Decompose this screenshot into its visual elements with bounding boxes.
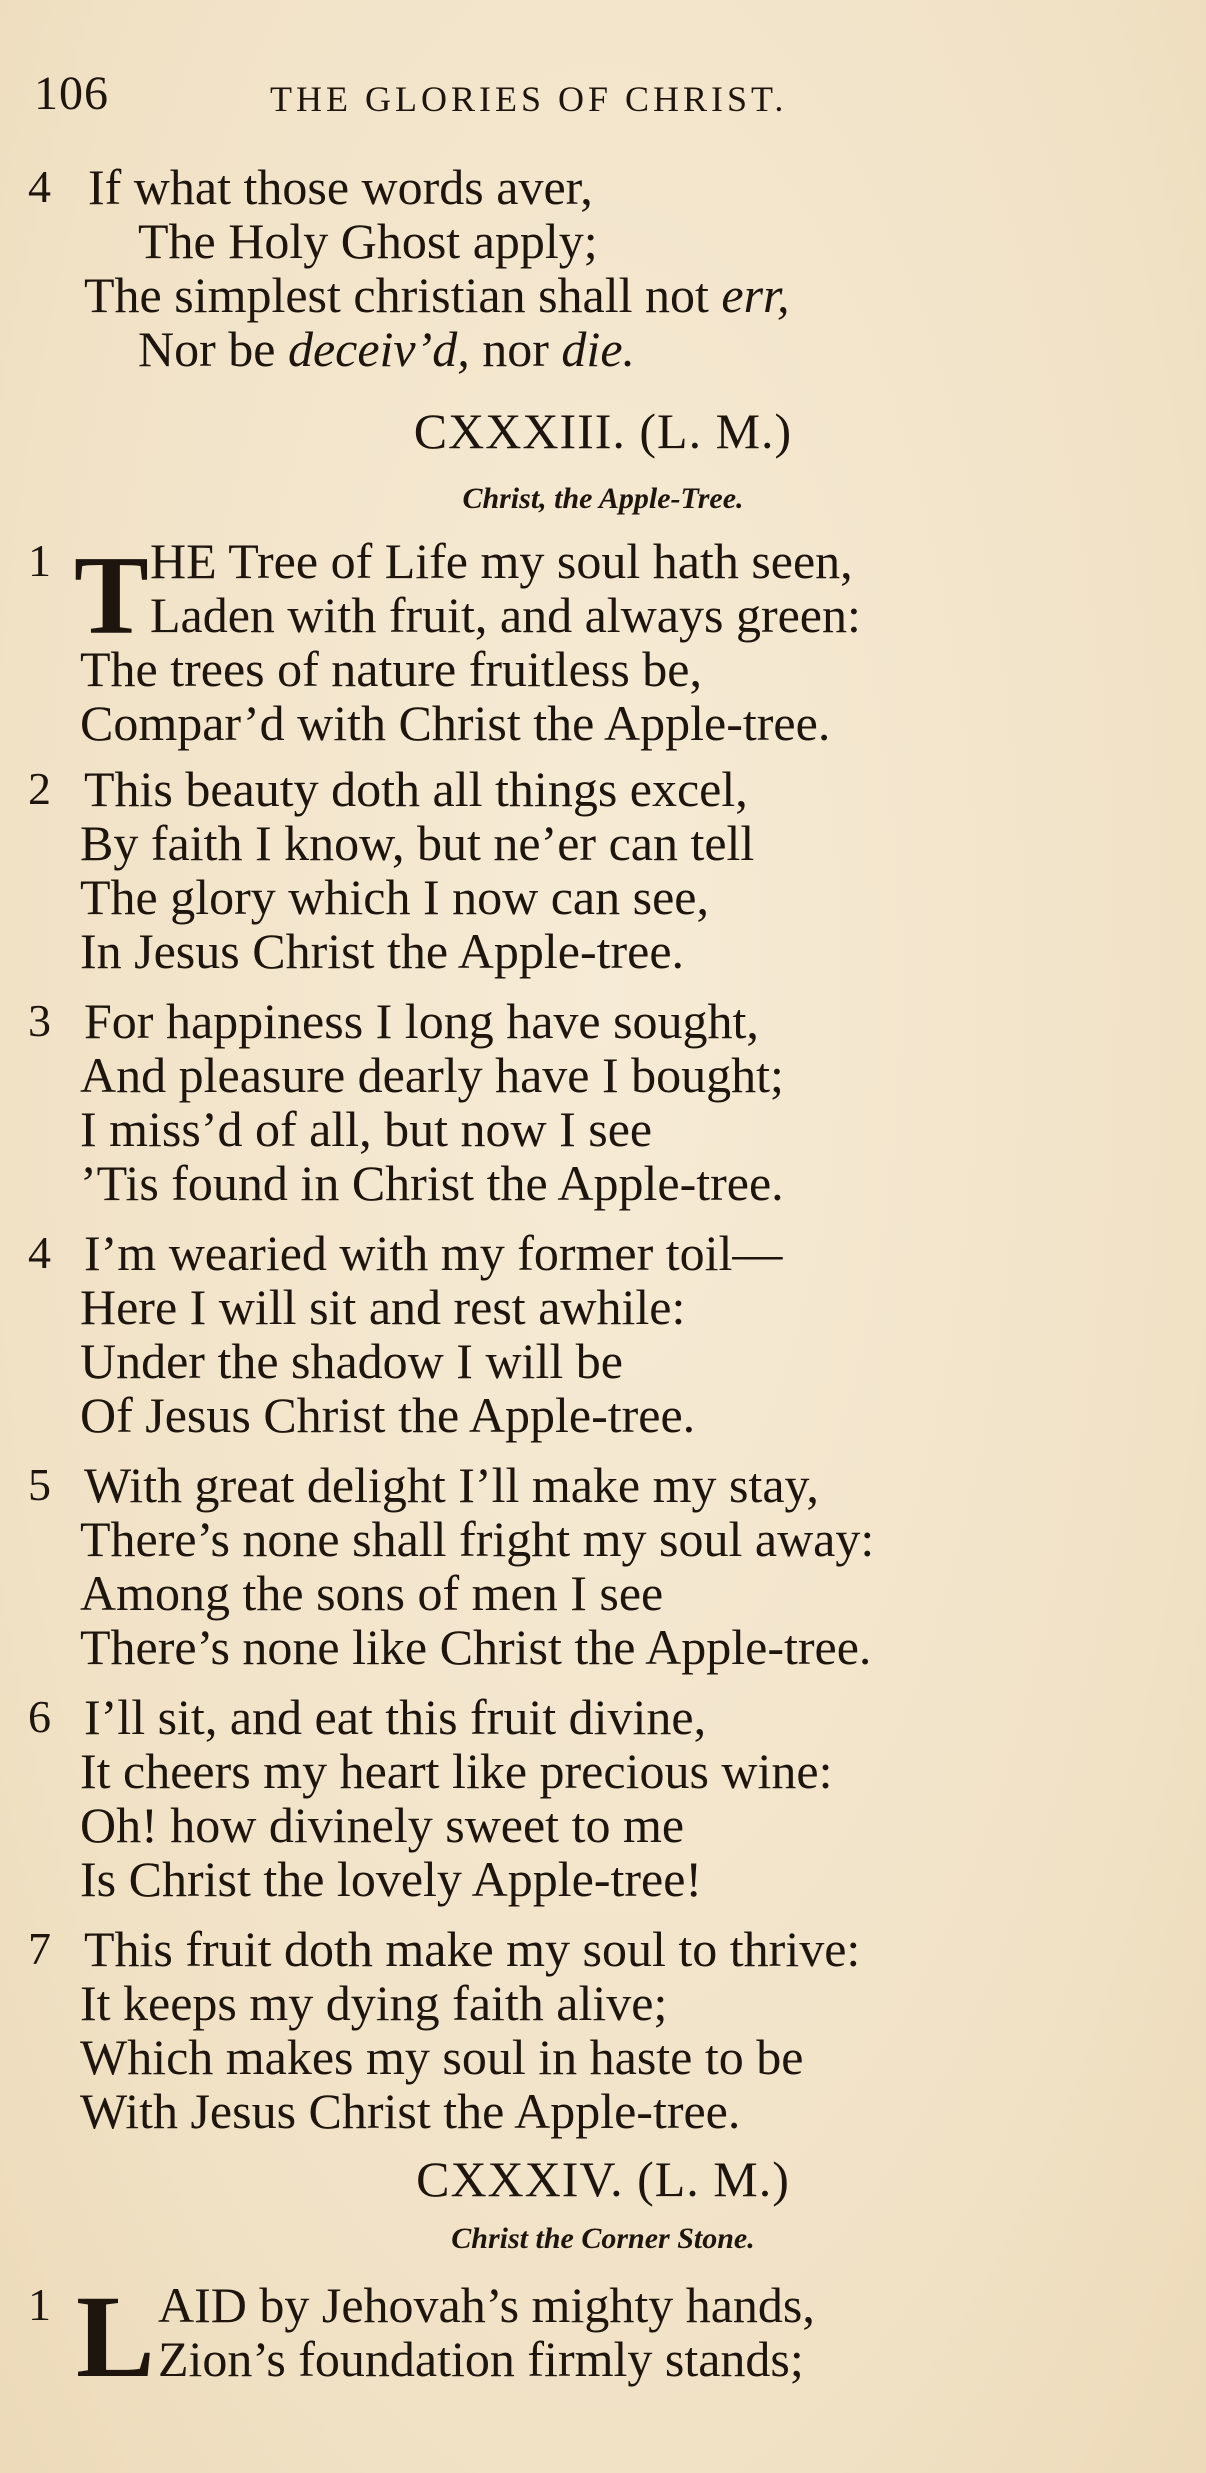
hymn-title: CXXXIII. (L. M.) <box>413 403 793 459</box>
stanza-number: 4 <box>28 161 51 212</box>
verse-line: Is Christ the lovely Apple-tree! <box>80 1851 703 1907</box>
drop-cap: L <box>76 2271 155 2402</box>
verse-line: If what those words aver, <box>88 159 593 215</box>
verse-line: ’Tis found in Christ the Apple-tree. <box>80 1155 784 1211</box>
verse-line: The Holy Ghost apply; <box>138 213 598 269</box>
verse-line: I miss’d of all, but now I see <box>80 1101 653 1157</box>
verse-line: Compar’d with Christ the Apple-tree. <box>80 695 831 751</box>
hymn-subtitle: Christ, the Apple-Tree. <box>462 482 744 515</box>
page-number: 106 <box>34 67 109 120</box>
verse-line: By faith I know, but ne’er can tell <box>80 815 755 871</box>
verse-line: The simplest christian shall not err, <box>84 267 790 323</box>
stanza-number: 2 <box>28 763 51 814</box>
verse-line: There’s none like Christ the Apple-tree. <box>80 1619 872 1675</box>
drop-cap: T <box>74 534 149 658</box>
verse-line: Zion’s foundation firmly stands; <box>158 2331 804 2387</box>
verse-line: With Jesus Christ the Apple-tree. <box>80 2083 741 2139</box>
hymn-title: CXXXIV. (L. M.) <box>416 2151 790 2207</box>
verse-line: Among the sons of men I see <box>80 1565 664 1621</box>
hymn-subtitle: Christ the Corner Stone. <box>451 2222 755 2255</box>
stanza-number: 4 <box>28 1227 51 1278</box>
page-header <box>0 66 1206 136</box>
verse-line: It cheers my heart like precious wine: <box>80 1743 833 1799</box>
verse-line: It keeps my dying faith alive; <box>80 1975 668 2031</box>
verse-line: For happiness I long have sought, <box>84 993 759 1049</box>
verse-line: In Jesus Christ the Apple-tree. <box>80 923 685 979</box>
verse-line: Under the shadow I will be <box>80 1333 623 1389</box>
stanza-number: 6 <box>28 1691 51 1742</box>
stanza-number: 1 <box>28 2279 51 2330</box>
verse-line: The trees of nature fruitless be, <box>80 641 702 697</box>
verse-line: I’ll sit, and eat this fruit divine, <box>84 1689 707 1745</box>
verse-line: I’m wearied with my former toil— <box>84 1225 783 1281</box>
verse-line: Of Jesus Christ the Apple-tree. <box>80 1387 696 1443</box>
verse-line: This beauty doth all things excel, <box>84 761 748 817</box>
verse-line: HE Tree of Life my soul hath seen, <box>150 533 853 589</box>
verse-line: With great delight I’ll make my stay, <box>84 1457 819 1513</box>
verse-line: And pleasure dearly have I bought; <box>80 1047 784 1103</box>
verse-line: Here I will sit and rest awhile: <box>80 1279 686 1335</box>
verse-line: This fruit doth make my soul to thrive: <box>84 1921 861 1977</box>
stanza-number: 5 <box>28 1459 51 1510</box>
stanza-number: 7 <box>28 1923 51 1974</box>
verse-line: Oh! how divinely sweet to me <box>80 1797 685 1853</box>
verse-line: The glory which I now can see, <box>80 869 709 925</box>
verse-line: Which makes my soul in haste to be <box>80 2029 804 2085</box>
verse-line: AID by Jehovah’s mighty hands, <box>158 2277 815 2333</box>
stanza-number: 3 <box>28 995 51 1046</box>
stanza-number: 1 <box>28 535 51 586</box>
verse-line: There’s none shall fright my soul away: <box>80 1511 875 1567</box>
verse-line: Nor be deceiv’d, nor die. <box>138 321 636 377</box>
verse-line: Laden with fruit, and always green: <box>150 587 861 643</box>
running-head: THE GLORIES OF CHRIST. <box>270 79 788 119</box>
